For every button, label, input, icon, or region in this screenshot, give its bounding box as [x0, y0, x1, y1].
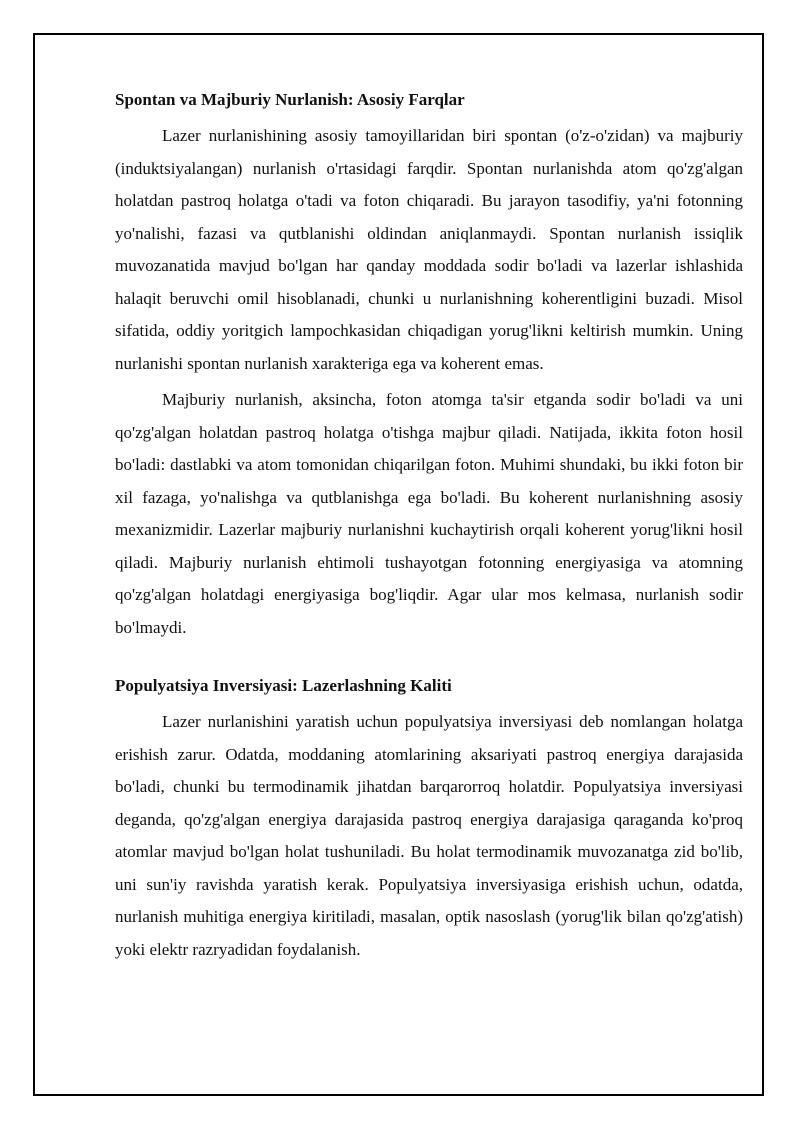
paragraph-spontan: Lazer nurlanishining asosiy tamoyillaridan biri spontan (o'z-o'zidan) va majburiy (induktsiyalangan) nurlanish o'rtasidagi farqdir. Spontan nurlanishda atom qo'zg'algan holatdan pastroq holatga o'tadi va foton chiqaradi. Bu jarayon tasodifiy, ya'ni fotonning yo'nalishi, fazasi va qutblanishi oldindan aniqlanmaydi. Spontan nurlanish issiqlik muvozanatida mavjud bo'lgan har qanday moddada sodir bo'ladi va lazerlar ishlashida halaqit beruvchi omil hisoblanadi, chunki u nurlanishning koherentligini buzadi. Misol sifatida, oddiy yoritgich lampochkasidan chiqadigan yorug'likni keltirish mumkin. Uning nurlanishi spontan nurlanish xarakteriga ega va koherent emas.	[115, 126, 743, 373]
document-body	[115, 84, 743, 966]
paragraph-populyatsiya: Lazer nurlanishini yaratish uchun populyatsiya inversiyasi deb nomlangan holatga erishish zarur. Odatda, moddaning atomlarining aksariyati pastroq energiya darajasida bo'ladi, chunki bu termodinamik jihatdan barqarorroq holatdir. Populyatsiya inversiyasi deganda, qo'zg'algan energiya darajasida pastroq energiya darajasiga qaraganda ko'proq atomlar mavjud bo'lgan holat tushuniladi. Bu holat termodinamik muvozanatga zid bo'lib, uni sun'iy ravishda yaratish kerak. Populyatsiya inversiyasiga erishish uchun, odatda, nurlanish muhitiga energiya kiritiladi, masalan, optik nasoslash (yorug'lik bilan qo'zg'atish) yoki elektr razryadidan foydalanish.	[115, 712, 743, 959]
section-heading-spontan: Spontan va Majburiy Nurlanish: Asosiy Farqlar	[115, 90, 465, 109]
section-heading-populyatsiya: Populyatsiya Inversiyasi: Lazerlashning Kaliti	[115, 676, 452, 695]
paragraph-majburiy: Majburiy nurlanish, aksincha, foton atomga ta'sir etganda sodir bo'ladi va uni qo'zg'algan holatdan pastroq holatga o'tishga majbur qiladi. Natijada, ikkita foton hosil bo'ladi: dastlabki va atom tomonidan chiqarilgan foton. Muhimi shundaki, bu ikki foton bir xil fazaga, yo'nalishga va qutblanishga ega bo'ladi. Bu koherent nurlanishning asosiy mexanizmidir. Lazerlar majburiy nurlanishni kuchaytirish orqali koherent yorug'likni hosil qiladi. Majburiy nurlanish ehtimoli tushayotgan fotonning energiyasiga va atomning qo'zg'algan holatdagi energiyasiga bog'liqdir. Agar ular mos kelmasa, nurlanish sodir bo'lmaydi.	[115, 390, 743, 637]
